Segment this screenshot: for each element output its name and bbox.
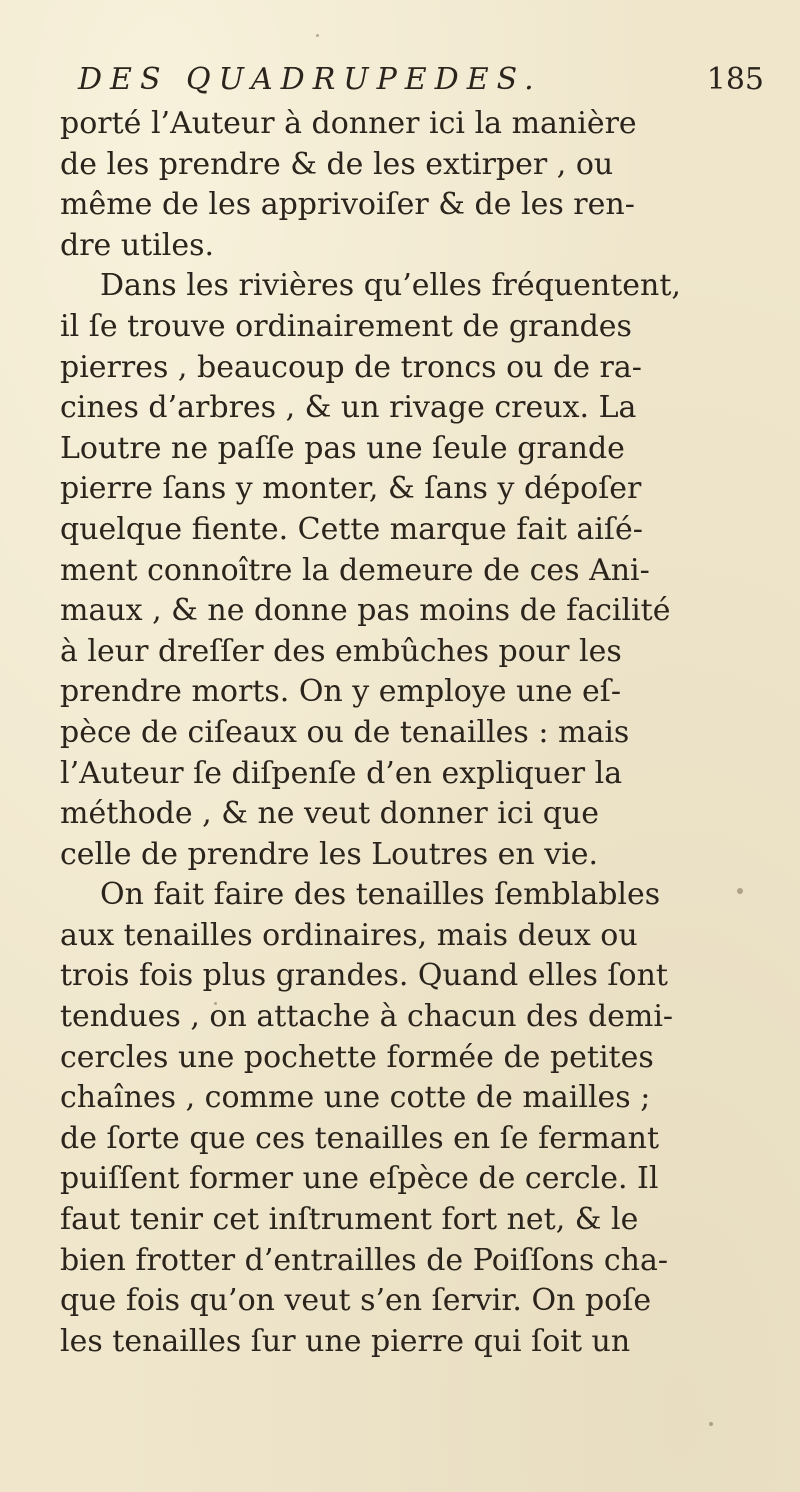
paragraph-start-line: Dans les rivières qu’elles fréquentent, [100,268,681,304]
text-line: chaînes , comme une cotte de mailles ; [60,1080,651,1116]
text-line: bien frotter d’entrailles de Poiſſons cha- [60,1242,669,1278]
text-line: même de les apprivoiſer & de les ren- [60,187,635,223]
text-line: méthode , & ne veut donner ici que [60,796,600,832]
text-line: Loutre ne paſſe pas une ſeule grande [60,430,625,466]
text-line: maux , & ne donne pas moins de facilité [60,593,671,629]
text-line: celle de prendre les Loutres en vie. [60,836,599,872]
text-line: les tenailles ſur une pierre qui ſoit un [60,1323,631,1359]
text-line: porté l’Auteur à donner ici la manière [60,106,637,141]
text-line: faut tenir cet inſtrument fort net, & le [60,1202,639,1238]
text-line: de ſorte que ces tenailles en ſe fermant [60,1120,660,1156]
text-line: trois fois plus grandes. Quand elles ſont [60,958,668,994]
text-line: pèce de ciſeaux ou de tenailles : mais [60,714,630,750]
body-text [60,104,766,1362]
text-line: quelque fiente. Cette marque fait aiſé- [60,511,643,547]
text-line: à leur dreſſer des embûches pour les [60,633,622,669]
text-line: aux tenailles ordinaires, mais deux ou [60,917,638,953]
paper-speck [316,34,319,37]
text-line: prendre morts. On y employe une eſ- [60,674,621,710]
text-line: puiſſent former une eſpèce de cercle. Il [60,1161,659,1197]
text-line: dre utiles. [60,227,215,263]
text-line: de les prendre & de les extirper , ou [60,146,614,182]
text-line: l’Auteur ſe diſpenſe d’en expliquer la [60,755,623,791]
text-line: ment connoître la demeure de ces Ani- [60,552,650,588]
paragraph-start-line: On fait faire des tenailles ſemblables [100,877,661,913]
page-header [60,62,770,104]
text-line: pierres , beaucoup de troncs ou de ra- [60,349,642,385]
running-head: DES QUADRUPEDES. [78,62,542,97]
text-line: cercles une pochette formée de petites [60,1039,654,1075]
text-line: cines d’arbres , & un rivage creux. La [60,390,637,426]
paper-speck [737,888,743,894]
text-line: que fois qu’on veut s’en ſervir. On poſe [60,1283,652,1319]
page-number: 185 [706,62,764,97]
text-line: il ſe trouve ordinairement de grandes [60,308,632,344]
paper-speck [214,1002,217,1005]
text-line: pierre ſans y monter, & ſans y dépoſer [60,471,642,507]
paper-speck [709,1422,713,1426]
text-line: tendues , on attache à chacun des demi- [60,999,674,1035]
